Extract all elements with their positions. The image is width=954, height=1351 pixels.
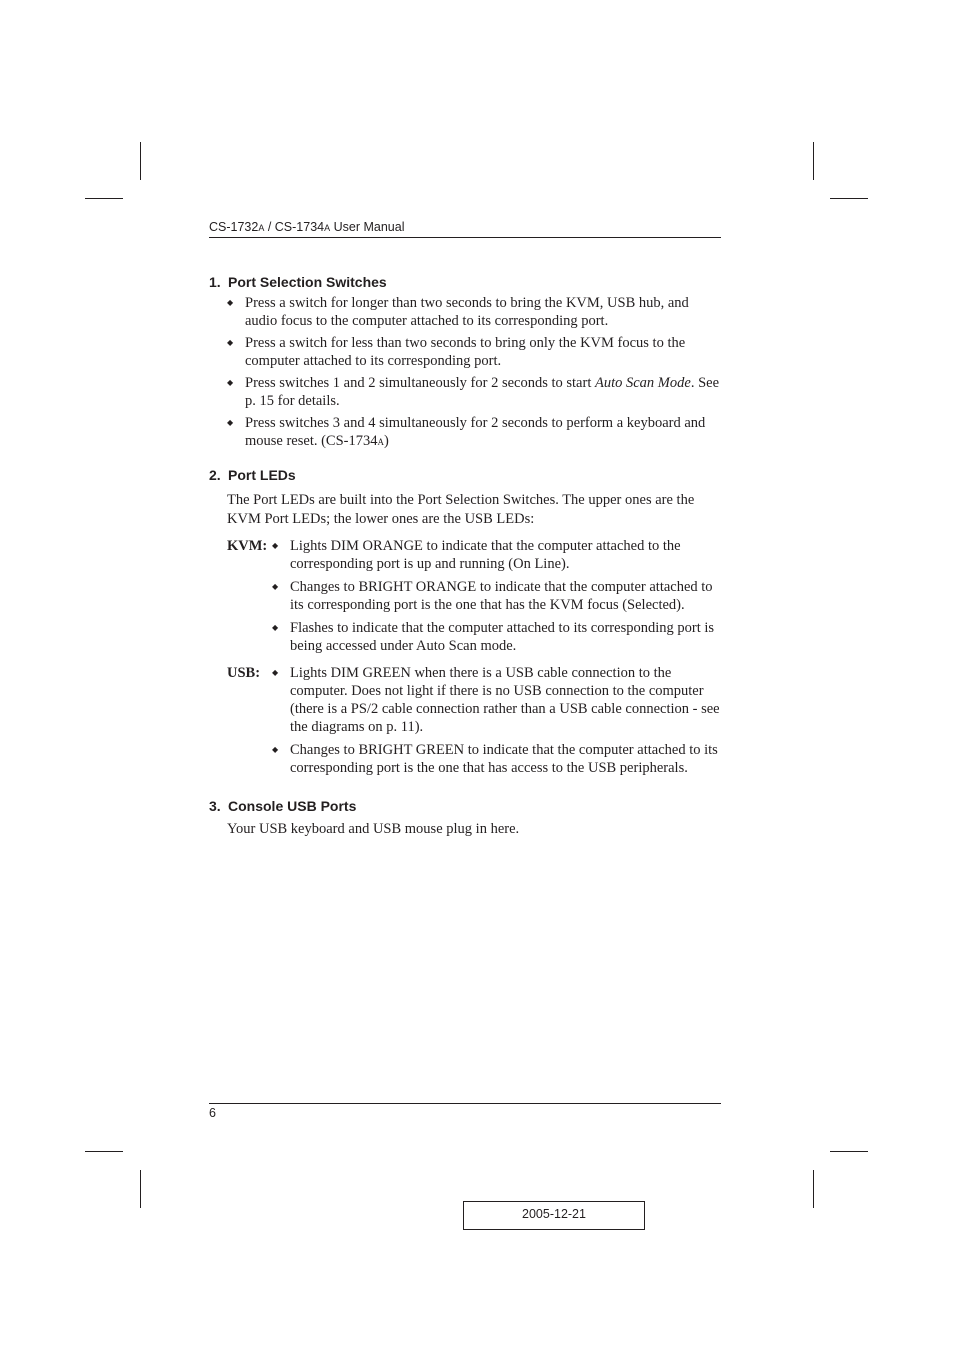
list-item: ◆ Lights DIM GREEN when there is a USB cable connection to the computer. Does not light if there is no USB connection to the computer (there is a PS/2 cable connection rather than a USB cable connection - see the diagrams on p. 11). (272, 664, 721, 736)
section-title: Console USB Ports (228, 798, 357, 814)
list-item: ◆ Lights DIM ORANGE to indicate that the computer attached to the corresponding port is up and running (On Line). (272, 537, 721, 573)
running-header (209, 219, 721, 238)
usb-led-group (227, 664, 721, 782)
model-b-suffix: A (324, 223, 331, 233)
list-item: ◆ Flashes to indicate that the computer attached to its corresponding port is being accessed under Auto Scan mode. (272, 619, 721, 655)
section-title: Port Selection Switches (228, 274, 387, 290)
section-console-usb-ports (209, 796, 721, 839)
kvm-led-group (227, 537, 721, 660)
model-suffix: A (377, 437, 384, 447)
list-item (227, 414, 721, 451)
date-box: 2005-12-21 (463, 1201, 645, 1230)
section-title: Port LEDs (228, 467, 296, 483)
section-number: 3. (209, 798, 221, 814)
section-intro: The Port LEDs are built into the Port Selection Switches. The upper ones are the KVM Port LEDs; the lower ones are the USB LEDs: (227, 492, 695, 527)
usb-label: USB: (227, 665, 261, 681)
kvm-bullet-list (272, 537, 721, 660)
crop-mark (830, 198, 868, 199)
crop-mark (85, 1151, 123, 1152)
item-text: . See p. 15 for details. (245, 375, 719, 409)
bullet-list (227, 294, 721, 451)
list-item: ◆ Changes to BRIGHT GREEN to indicate that the computer attached to its corresponding port is the one that has access to the USB peripherals. (272, 741, 721, 777)
page-number: 6 (209, 1106, 216, 1120)
crop-mark (140, 1170, 141, 1208)
section-heading (209, 465, 721, 485)
section-heading (209, 272, 721, 292)
page-content (209, 272, 721, 839)
list-item: ◆ Press a switch for less than two seconds to bring only the KVM focus to the computer attached to its corresponding port. (227, 334, 721, 370)
auto-scan-mode-term: Auto Scan Mode (594, 375, 691, 391)
header-separator: / (264, 220, 275, 234)
section-text: Your USB keyboard and USB mouse plug in here. (227, 821, 520, 837)
crop-mark (813, 142, 814, 180)
model-a-suffix: A (258, 223, 265, 233)
crop-mark (813, 1170, 814, 1208)
crop-mark (140, 142, 141, 180)
model-a: CS-1732 (209, 220, 259, 234)
footer-rule (209, 1103, 721, 1104)
usb-bullet-list (272, 664, 721, 782)
section-heading (209, 796, 721, 816)
section-port-selection-switches (209, 272, 721, 451)
item-text: Press switches 1 and 2 simultaneously for 2 seconds to start (245, 375, 595, 391)
model-b: CS-1734 (274, 220, 325, 234)
list-item (227, 374, 721, 410)
kvm-label: KVM: (227, 538, 268, 554)
manual-label: User Manual (330, 220, 405, 234)
section-port-leds (209, 465, 721, 782)
list-item: ◆ Press a switch for longer than two seconds to bring the KVM, USB hub, and audio focus to the computer attached to its corresponding port. (227, 294, 721, 330)
item-text: Press switches 3 and 4 simultaneously for 2 seconds to perform a keyboard and mouse reset. (CS-1734 (245, 415, 706, 449)
crop-mark (85, 198, 123, 199)
section-number: 1. (209, 274, 221, 290)
list-item: ◆ Changes to BRIGHT ORANGE to indicate that the computer attached to its corresponding port is the one that has the KVM focus (Selected). (272, 578, 721, 614)
crop-mark (830, 1151, 868, 1152)
item-text: ) (384, 433, 389, 449)
section-number: 2. (209, 467, 221, 483)
